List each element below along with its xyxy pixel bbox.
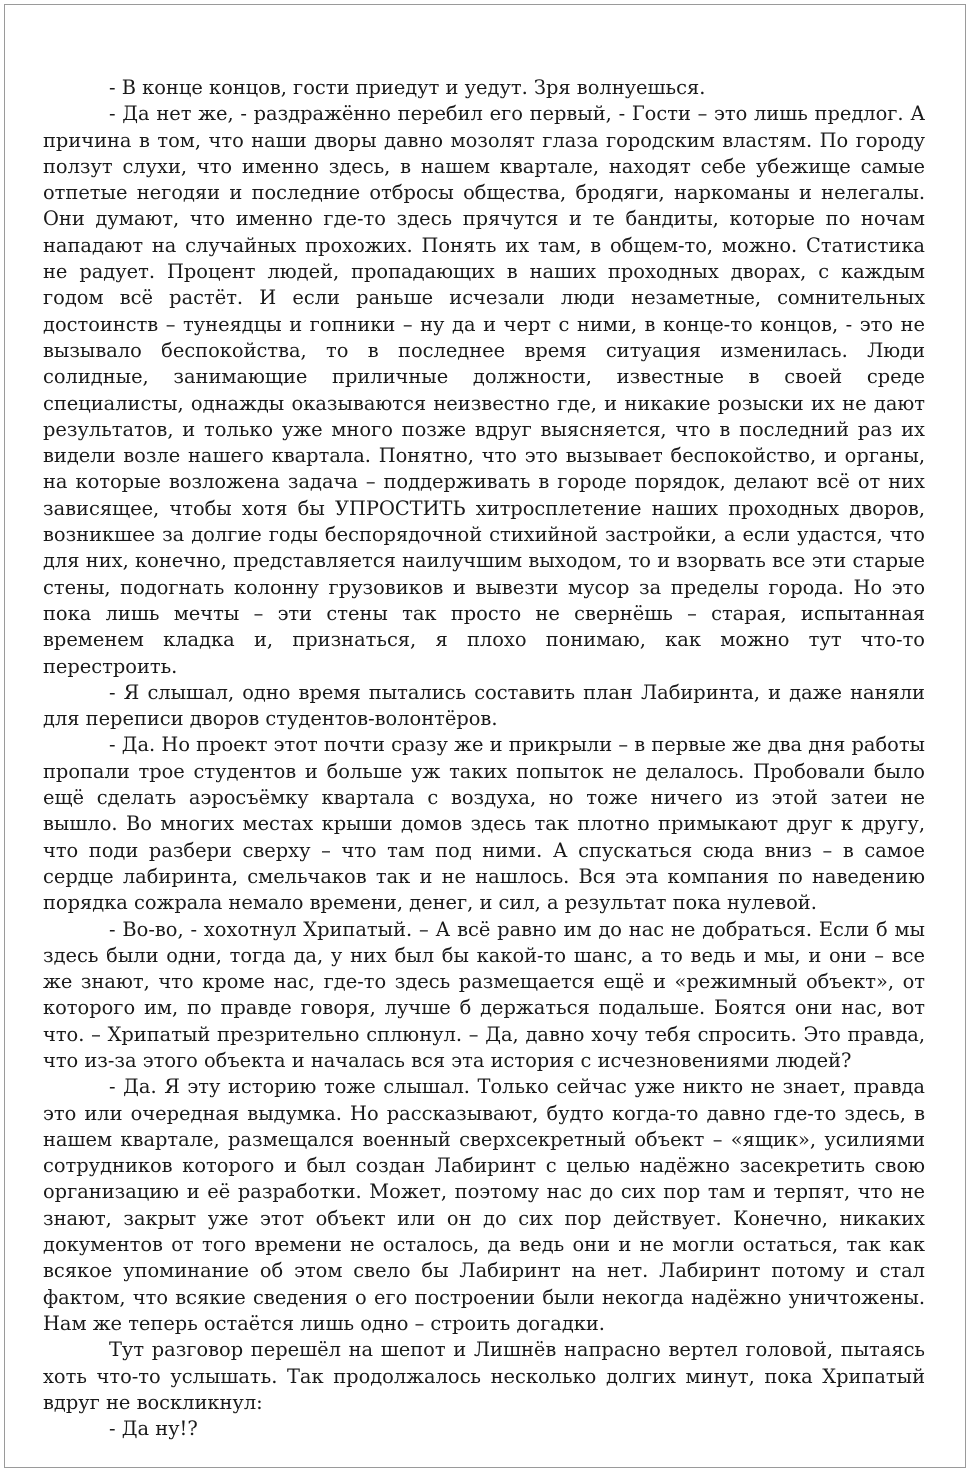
paragraph: - Во-во, - хохотнул Хрипатый. – А всё равно им до нас не добраться. Если б мы здесь были одни, тогда да, у них был бы какой-то шанс, а то ведь и мы, и они – все же знают, что кроме нас, где-то здесь размещается ещё и «режимный объект», от которого им, по правде говоря, лучше б держаться подальше. Боятся они нас, вот что. – Хрипатый презрительно сплюнул. – Да, давно хочу тебя спросить. Это правда, что из-за этого объекта и началась вся эта история с исчезновениями людей? (43, 917, 925, 1072)
page-frame (4, 4, 966, 1468)
paragraph: - Да. Я эту историю тоже слышал. Только сейчас уже никто не знает, правда это или очередная выдумка. Но рассказывают, будто когда-то давно где-то здесь, в нашем квартале, размещался военный сверхсекретный объект – «ящик», усилиями сотрудников которого и был создан Лабиринт с целью надёжно засекретить свою организацию и её разработки. Может, поэтому нас до сих пор там и терпят, что не знают, закрыт уже этот объект или он до сих пор действует. Конечно, никаких документов от того времени не осталось, да ведь они и не могли остаться, так как всякое упоминание об этом свело бы Лабиринт на нет. Лабиринт потому и стал фактом, что всякие сведения о его построении были некогда надёжно уничтожены. Нам же теперь остаётся лишь одно – строить догадки. (43, 1075, 925, 1335)
body-text (43, 75, 925, 1442)
paragraph: - В конце концов, гости приедут и уедут. Зря волнуешься. (109, 76, 706, 99)
paragraph: - Да ну!? (109, 1417, 198, 1441)
paragraph: - Я слышал, одно время пытались составить план Лабиринта, и даже наняли для переписи дворов студентов-волонтёров. (43, 680, 925, 731)
paragraph: Тут разговор перешёл на шепот и Лишнёв напрасно вертел головой, пытаясь хоть что-то услышать. Так продолжалось несколько долгих минут, пока Хрипатый вдруг не воскликнул: (43, 1338, 925, 1414)
paragraph: - Да. Но проект этот почти сразу же и прикрыли – в первые же два дня работы пропали трое студентов и больше уж таких попыток не делалось. Пробовали было ещё сделать аэросъёмку квартала с воздуха, но тоже ничего из этой затеи не вышло. Во многих местах крыши домов здесь так плотно примыкают друг к другу, что поди разбери сверху – что там под ними. А спускаться сюда вниз – в самое сердце лабиринта, смельчаков так и не нашлось. Вся эта компания по наведению порядка сожрала немало времени, денег, и сил, а результат пока нулевой. (43, 733, 925, 915)
paragraph: - Да нет же, - раздражённо перебил его первый, - Гости – это лишь предлог. А причина в том, что наши дворы давно мозолят глаза городским властям. По городу ползут слухи, что именно здесь, в нашем квартале, находят себе убежище самые отпетые негодяи и последние отбросы общества, бродяги, наркоманы и нелегалы. Они думают, что именно где-то здесь прячутся и те бандиты, которые по ночам нападают на случайных прохожих. Понять их там, в общем-то, можно. Статистика не радует. Процент людей, пропадающих в наших проходных дворах, с каждым годом всё растёт. И если раньше исчезали люди незаметные, сомнительных достоинств – тунеядцы и гопники – ну да и черт с ними, в конце-то концов, - это не вызывало беспокойства, то в последнее время ситуация изменилась. Люди солидные, занимающие приличные должности, известные в своей среде специалисты, однажды оказываются неизвестно где, и никакие розыски их не дают результатов, и только уже много позже вдруг выясняется, что в последний раз их видели возле нашего квартала. Понятно, что это вызывает беспокойство, и органы, на которые возложена задача – поддерживать в городе порядок, делают всё от них зависящее, чтобы хотя бы УПРОСТИТЬ хитросплетение наших проходных дворов, возникшее за долгие годы беспорядочной стихийной застройки, а если удастся, что для них, конечно, представляется наилучшим выходом, то и взорвать все эти старые стены, подогнать колонну грузовиков и вывезти мусор за пределы города. Но это пока лишь мечты – эти стены так просто не свернёшь – старая, испытанная временем кладка и, признаться, я плохо понимаю, как можно тут что-то перестроить. (43, 102, 925, 678)
